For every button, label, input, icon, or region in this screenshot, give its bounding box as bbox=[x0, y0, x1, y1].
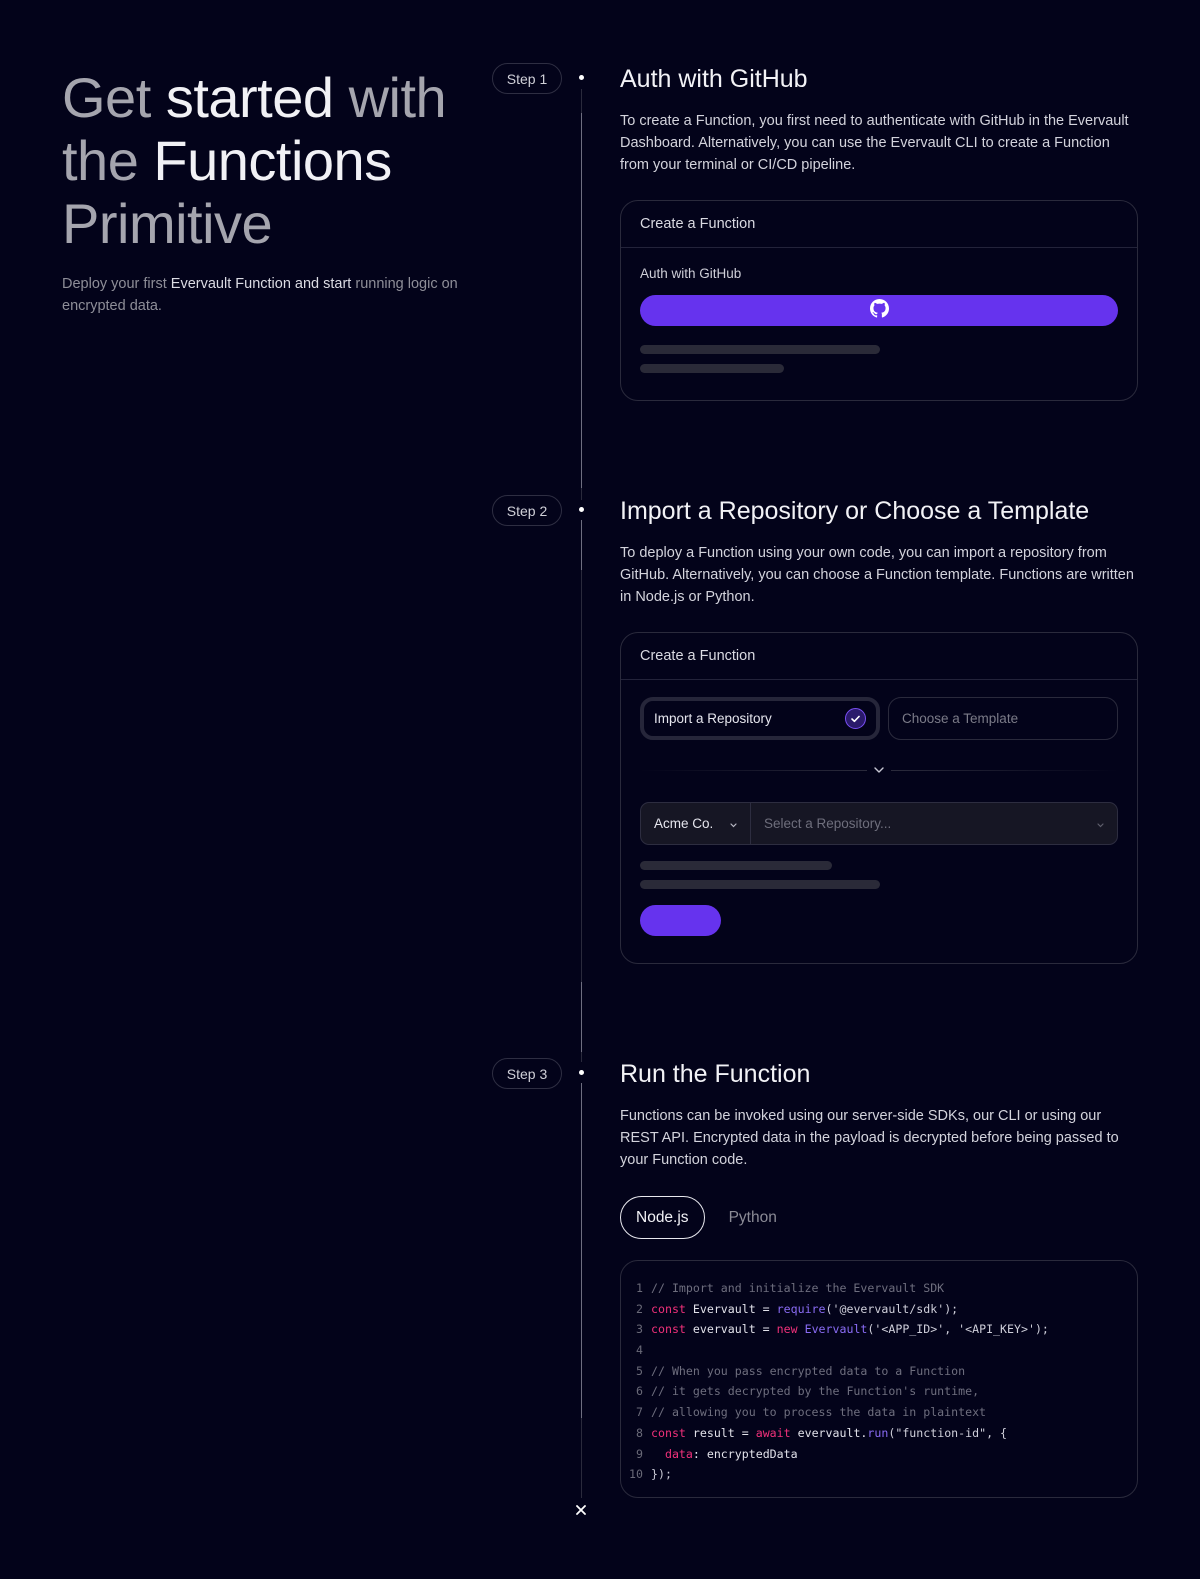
field-label: Auth with GitHub bbox=[640, 266, 742, 281]
step-2 bbox=[620, 496, 1138, 608]
option-label: Choose a Template bbox=[902, 711, 1019, 726]
timeline-segment bbox=[581, 982, 582, 1052]
checkmark-icon bbox=[845, 708, 866, 729]
step-description: Functions can be invoked using our server-side SDKs, our CLI or using our REST API. Encrypted data in the payload is decrypted before being passed to your Function code. bbox=[620, 1108, 1119, 1168]
step-1 bbox=[620, 64, 1138, 176]
create-function-card bbox=[620, 632, 1138, 964]
subtitle-part: Deploy your first bbox=[62, 276, 171, 292]
page-subtitle bbox=[62, 273, 492, 317]
code-line: 2 const Evervault = require ('@evervault/sdk'); bbox=[636, 1301, 959, 1316]
title-part: started bbox=[165, 66, 349, 129]
step-badge: Step 1 bbox=[492, 63, 562, 94]
timeline-segment bbox=[581, 89, 582, 113]
code-line: 8 const result = await evervault. run ("function-id", { bbox=[636, 1425, 1008, 1440]
skeleton-line bbox=[640, 861, 832, 870]
code-line: 5 // When you pass encrypted data to a Function bbox=[636, 1363, 966, 1378]
code-line: 3 const evervault = new Evervault ('<APP_ID>', '<API_KEY>'); bbox=[636, 1322, 1049, 1337]
card-header: Create a Function bbox=[621, 633, 1137, 680]
step-title: Run the Function bbox=[620, 1060, 811, 1088]
code-line: 7 // allowing you to process the data in plaintext bbox=[636, 1405, 987, 1420]
language-tabs bbox=[620, 1196, 783, 1239]
step-badge: Step 3 bbox=[492, 1058, 562, 1089]
tab-python[interactable]: Python bbox=[728, 1208, 777, 1226]
timeline-segment bbox=[581, 520, 582, 570]
title-part: with bbox=[348, 66, 447, 129]
code-line: 9 data : encryptedData bbox=[636, 1446, 798, 1461]
tab-nodejs[interactable]: Node.js bbox=[620, 1196, 705, 1239]
timeline-dot bbox=[579, 1070, 584, 1075]
code-line: 6 // it gets decrypted by the Function's runtime, bbox=[636, 1384, 980, 1399]
page-title bbox=[62, 66, 492, 255]
timeline-segment bbox=[581, 570, 582, 982]
timeline-segment bbox=[581, 1083, 582, 1418]
repository-picker bbox=[640, 802, 1118, 845]
step-3 bbox=[620, 1059, 1138, 1171]
choose-template-option[interactable] bbox=[888, 697, 1118, 740]
continue-button[interactable] bbox=[640, 905, 721, 936]
org-select-value: Acme Co. bbox=[654, 816, 714, 831]
skeleton-line bbox=[640, 880, 880, 889]
chevron-down-icon bbox=[1097, 816, 1104, 831]
chevron-down-icon bbox=[730, 816, 737, 831]
expand-divider bbox=[640, 764, 1118, 776]
code-line: 4 bbox=[636, 1343, 643, 1358]
option-label: Import a Repository bbox=[654, 711, 772, 726]
repository-select[interactable] bbox=[751, 803, 1117, 844]
title-part: Functions bbox=[153, 129, 392, 192]
code-block bbox=[620, 1260, 1138, 1498]
create-function-card bbox=[620, 200, 1138, 401]
card-header: Create a Function bbox=[621, 201, 1137, 248]
subtitle-part: Evervault Function and start bbox=[170, 276, 352, 292]
hero bbox=[62, 66, 492, 317]
skeleton-line bbox=[640, 345, 880, 354]
step-badge: Step 2 bbox=[492, 495, 562, 526]
github-icon bbox=[870, 299, 889, 323]
code-line: 1 // Import and initialize the Evervault SDK bbox=[636, 1281, 945, 1295]
organization-select[interactable] bbox=[641, 803, 751, 844]
title-part: the bbox=[62, 129, 154, 192]
title-part: Primitive bbox=[62, 192, 273, 255]
step-title: Auth with GitHub bbox=[620, 65, 808, 93]
subtitle-part: running logic on encrypted data. bbox=[62, 276, 458, 314]
timeline-segment bbox=[581, 488, 582, 500]
timeline-dot bbox=[579, 75, 584, 80]
step-description: To create a Function, you first need to authenticate with GitHub in the Evervault Dashboard. Alternatively, you can use the Evervault CLI to create a Function from your terminal or CI/CD pipeline. bbox=[620, 113, 1129, 173]
source-choice-group bbox=[640, 697, 1118, 740]
close-icon bbox=[574, 1503, 588, 1518]
timeline-segment bbox=[581, 113, 582, 488]
skeleton-line bbox=[640, 364, 784, 373]
import-repository-option[interactable] bbox=[640, 697, 880, 740]
code-line: 10 }); bbox=[629, 1467, 672, 1482]
timeline-dot bbox=[579, 507, 584, 512]
timeline-segment bbox=[581, 1052, 582, 1062]
title-part: Get bbox=[62, 66, 166, 129]
chevron-down-icon[interactable] bbox=[867, 767, 891, 773]
step-description: To deploy a Function using your own code, you can import a repository from GitHub. Alternatively, you can choose a Function template. Functions are written in Node.js or Python. bbox=[620, 545, 1134, 605]
repo-select-placeholder: Select a Repository... bbox=[764, 816, 892, 831]
step-title: Import a Repository or Choose a Template bbox=[620, 497, 1090, 525]
timeline-segment bbox=[581, 1418, 582, 1498]
auth-github-button[interactable] bbox=[640, 295, 1118, 326]
